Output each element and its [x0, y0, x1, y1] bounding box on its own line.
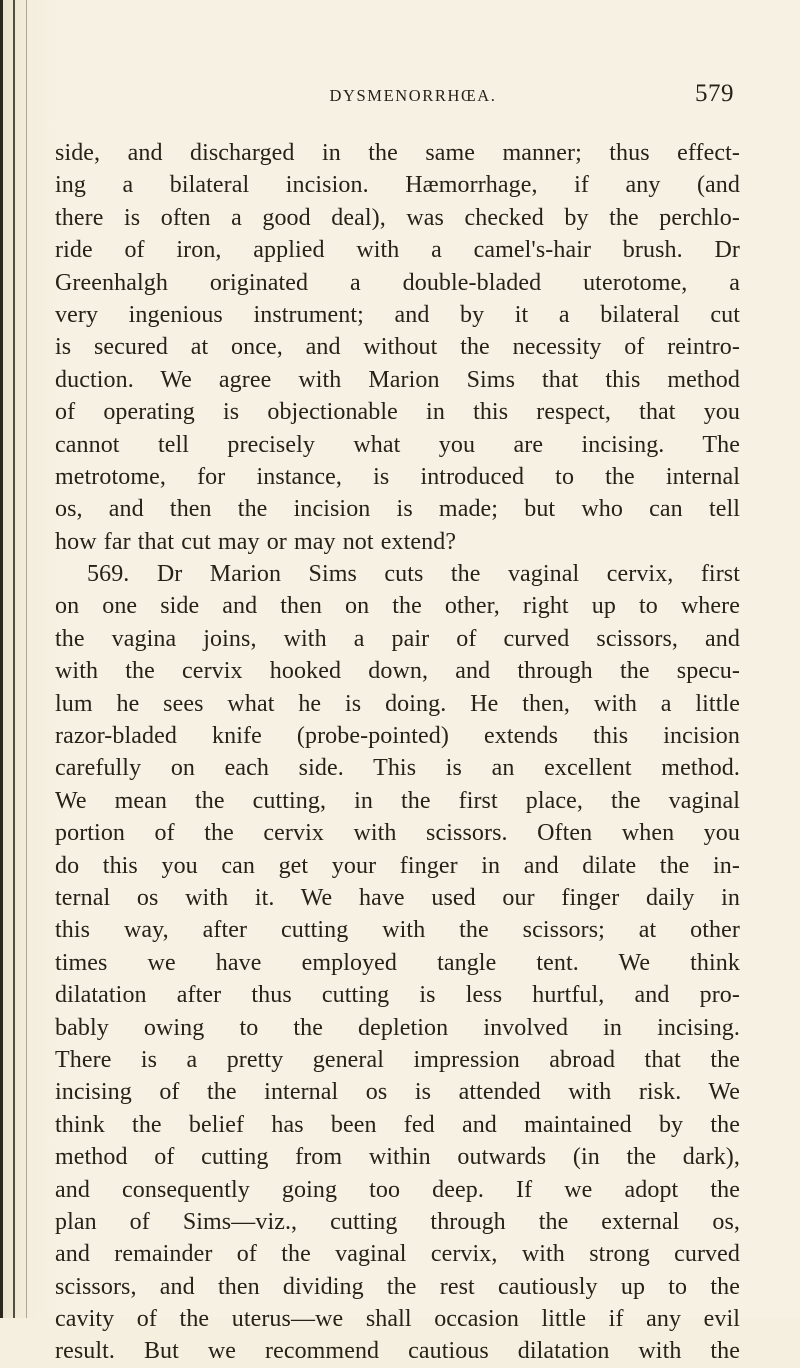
text-line: the vagina joins, with a pair of curved scissors, and	[55, 625, 740, 652]
text-line: razor-bladed knife (probe-pointed) extends this incision	[55, 723, 740, 750]
text-line: ternal os with it. We have used our finger daily in	[55, 884, 740, 911]
text-line: side, and discharged in the same manner; thus effect-	[55, 140, 740, 166]
running-head: DYSMENORRHŒA.	[329, 86, 497, 105]
binding-edge	[0, 0, 3, 1318]
text-line: with the cervix hooked down, and through the specu-	[55, 658, 740, 685]
text-line: portion of the cervix with scissors. Often when you	[55, 820, 740, 847]
binding-edge-inner	[13, 0, 15, 1318]
text-line: incising of the internal os is attended with risk. We	[55, 1079, 740, 1106]
body-text	[55, 137, 740, 1368]
text-line: dilatation after thus cutting is less hurtful, and pro-	[55, 982, 740, 1009]
text-line: bably owing to the depletion involved in incising.	[55, 1014, 740, 1041]
text-line: method of cutting from within outwards (in the dark),	[55, 1144, 740, 1171]
paragraph-start-line: 569. Dr Marion Sims cuts the vaginal cervix, first	[87, 561, 740, 588]
page-header	[56, 78, 770, 108]
text-line: is secured at once, and without the necessity of reintro-	[55, 334, 740, 361]
text-line: os, and then the incision is made; but who can tell	[55, 496, 740, 523]
text-line: lum he sees what he is doing. He then, with a little	[55, 690, 740, 717]
text-line: carefully on each side. This is an excellent method.	[55, 755, 740, 782]
text-line: scissors, and then dividing the rest cautiously up to the	[55, 1273, 740, 1300]
text-line: cannot tell precisely what you are incising. The	[55, 431, 740, 458]
text-line: of operating is objectionable in this respect, that you	[55, 399, 740, 426]
text-line: Greenhalgh originated a double-bladed uterotome, a	[55, 269, 740, 296]
text-line: on one side and then on the other, right up to where	[55, 593, 740, 620]
text-line: We mean the cutting, in the first place, the vaginal	[55, 787, 740, 814]
text-line: and remainder of the vaginal cervix, with strong curved	[55, 1241, 740, 1268]
text-line: think the belief has been fed and maintained by the	[55, 1111, 740, 1138]
text-line: ride of iron, applied with a camel's-hair brush. Dr	[55, 237, 740, 264]
binding-edge-shadow	[26, 0, 27, 1318]
text-line: this way, after cutting with the scissors; at other	[55, 917, 740, 944]
paragraph-end-line: how far that cut may or may not extend?	[55, 528, 457, 555]
text-line: and consequently going too deep. If we adopt the	[55, 1176, 740, 1203]
page-number: 579	[695, 80, 734, 107]
text-line: very ingenious instrument; and by it a bilateral cut	[55, 301, 740, 328]
text-line: plan of Sims—viz., cutting through the external os,	[55, 1208, 740, 1235]
text-line: result. But we recommend cautious dilatation with the	[55, 1338, 740, 1365]
text-line: metrotome, for instance, is introduced to the internal	[55, 463, 740, 490]
text-line: cavity of the uterus—we shall occasion little if any evil	[55, 1306, 740, 1333]
text-line: duction. We agree with Marion Sims that this method	[55, 366, 740, 393]
text-line: There is a pretty general impression abroad that the	[55, 1046, 740, 1073]
text-line: times we have employed tangle tent. We think	[55, 949, 740, 976]
text-line: do this you can get your finger in and dilate the in-	[55, 852, 740, 879]
text-line: ing a bilateral incision. Hæmorrhage, if any (and	[55, 172, 740, 199]
text-line: there is often a good deal), was checked by the perchlo-	[55, 204, 740, 231]
